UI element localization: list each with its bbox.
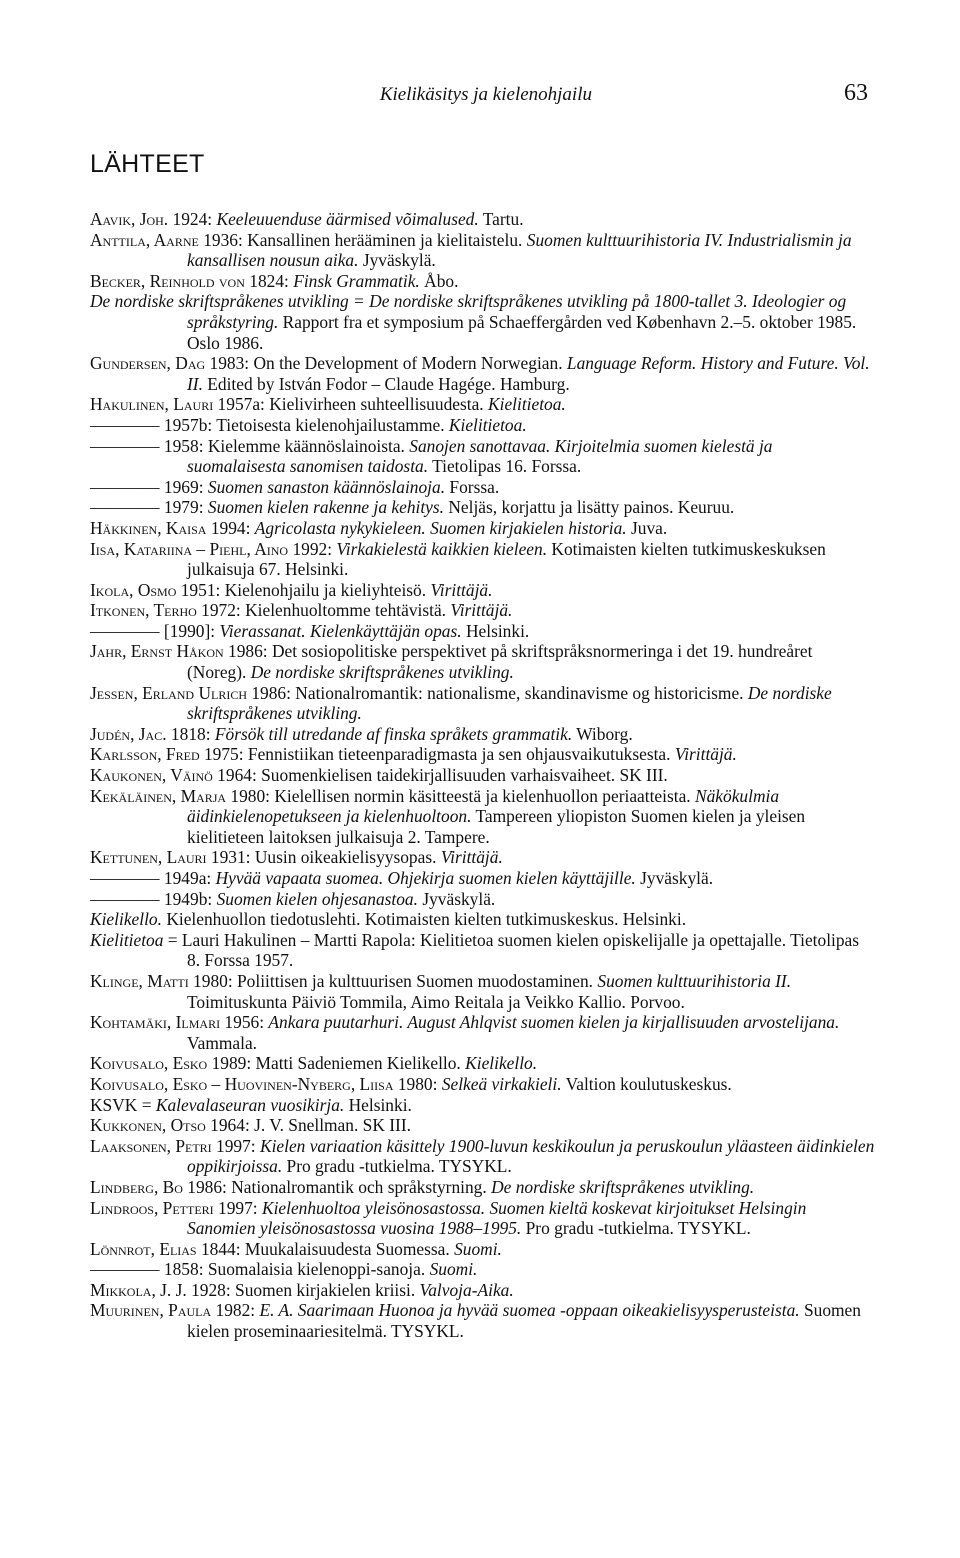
reference-author: ———— [90,414,160,435]
reference-entry [90,415,875,436]
reference-author: Häkkinen, Kaisa [90,517,207,538]
reference-publication: Forssa. [445,476,500,497]
reference-author: ———— [90,1259,160,1280]
reference-text: [1990]: [159,620,220,641]
reference-entry [90,230,875,271]
reference-author: Muurinen, Paula [90,1300,212,1321]
reference-author: Iisa, Katariina – Piehl, Aino [90,538,289,559]
reference-author: Aavik, Joh. [90,209,169,229]
reference-publication: Helsinki. [461,620,530,641]
reference-text: 1924: [168,209,217,229]
page-number: 63 [844,80,868,106]
reference-author: ———— [90,868,160,888]
reference-author: Judén, Jac. [90,723,167,744]
reference-title: Hyvää vapaata suomea. Ohjekirja suomen kielen käyttäjille. [215,868,636,888]
reference-title: Keeleuuenduse äärmised võimalused. [216,209,479,229]
reference-entry [90,580,875,601]
reference-title: Language Reform. History and Future. Vol. II. [187,353,870,394]
reference-entry [90,621,875,642]
running-head-title: Kielikäsitys ja kielenohjailu [379,84,592,105]
reference-title: De nordiske skriftspråkenes utvikling. [187,682,832,724]
reference-author: Klinge, Matti [90,970,189,991]
reference-text: 1949b: [159,888,217,909]
reference-text: 1980: [393,1073,442,1094]
reference-entry [90,1095,875,1116]
reference-text: 1936: Kansallinen herääminen ja kielitaistelu. [198,229,527,250]
reference-text: 1964: Suomenkielisen taidekirjallisuuden varhaisvaiheet. SK III. [212,765,668,786]
reference-publication: Suomen kielen proseminaariesitelmä. TYSYKL. [187,1300,861,1342]
reference-title: Virittäjä. [674,744,737,765]
reference-text: 1818: [166,723,215,744]
reference-publication: = Lauri Hakulinen – Martti Rapola: Kielitietoa suomen kielen opiskelijalle ja opettajalle. Tietolipas 8. Forssa 1957. [163,929,860,971]
reference-entry [90,209,875,230]
section-heading: LÄHTEET [90,150,205,178]
reference-text: 1957b: Tietoisesta kielenohjailustamme. [159,414,449,435]
reference-entry [90,641,875,682]
reference-author: Jessen, Erland Ulrich [90,682,247,703]
reference-entry [90,744,875,765]
reference-text: KSVK = [90,1094,156,1115]
reference-publication: Edited by István Fodor – Claude Hagége. Hamburg. [202,373,570,394]
reference-author: Becker, Reinhold von [90,270,245,291]
reference-author: Kaukonen, Väinö [90,765,213,786]
reference-entry [90,1074,875,1095]
reference-entry [90,683,875,724]
reference-text: 1931: Uusin oikeakielisyysopas. [206,847,441,868]
reference-author: Lindroos, Petteri [90,1197,214,1218]
reference-author: Koivusalo, Esko [90,1053,208,1074]
reference-text: 1969: [159,476,208,497]
reference-entry [90,1198,875,1239]
reference-publication: Pro gradu -tutkielma. TYSYKL. [282,1156,512,1177]
reference-entry [90,847,875,868]
reference-title: De nordiske skriftspråkenes utvikling. [491,1176,755,1197]
reference-author: Hakulinen, Lauri [90,394,214,415]
reference-entry [90,353,875,394]
reference-entry [90,497,875,518]
reference-entry [90,868,875,889]
reference-title: Ankara puutarhuri. August Ahlqvist suomen kielen ja kirjallisuuden arvostelijana. [268,1012,840,1033]
reference-author: Ikola, Osmo [90,579,177,600]
reference-author: Koivusalo, Esko – Huovinen-Nyberg, Liisa [90,1073,394,1094]
reference-title: Suomi. [429,1259,478,1280]
reference-list [90,209,875,1342]
reference-title: Valvoja-Aika. [419,1279,514,1300]
reference-text: 1982: [211,1300,260,1321]
reference-title: Sanojen sanottavaa. Kirjoitelmia suomen kielestä ja suomalaisesta sanomisen taidosta. [187,435,773,477]
reference-entry [90,1280,875,1301]
reference-publication: Valtion koulutuskeskus. [561,1073,732,1094]
reference-entry [90,971,875,1012]
reference-title: Suomen kielen ohjesanastoa. [216,888,418,909]
reference-title: De nordiske skriftspråkenes utvikling = De nordiske skriftspråkenes utvikling på 1800-tallet 3. Ideologier og språkstyring. [90,291,847,332]
reference-text: 1956: [220,1012,269,1033]
reference-text: 1958: Kielemme käännöslainoista. [159,435,410,456]
reference-text: 1949a: [159,868,216,888]
reference-entry [90,889,875,910]
reference-title: Suomen kulttuurihistoria IV. Industrialismin ja kansallisen nousun aika. [187,229,852,271]
reference-author: Kukkonen, Otso [90,1115,206,1136]
reference-text: 1986: Det sosiopolitiske perspektivet på skriftspråksnormeringa i det 19. hundreåret (Noreg). [187,641,813,683]
reference-title: De nordiske skriftspråkenes utvikling. [250,662,514,683]
reference-entry [90,436,875,477]
reference-publication: Åbo. [419,270,459,291]
reference-publication: Jyväskylä. [635,868,714,888]
reference-entry [90,1136,875,1177]
reference-publication: Jyväskylä. [417,888,496,909]
reference-entry [90,291,875,353]
reference-author: Lindberg, Bo [90,1176,183,1197]
reference-entry [90,600,875,621]
reference-title: Kielitietoa [90,929,164,950]
reference-publication: Juva. [626,517,668,538]
reference-author: ———— [90,435,160,456]
reference-text: 1983: On the Development of Modern Norwegian. [205,353,567,374]
reference-entry [90,1115,875,1136]
reference-title: E. A. Saarimaan Huonoa ja hyvää suomea -oppaan oikeakielisyysperusteista. [259,1300,800,1321]
reference-entry [90,518,875,539]
reference-author: ———— [90,476,160,497]
reference-title: Virkakielestä kaikkien kieleen. [336,538,548,559]
reference-text: 1986: Nationalromantik: nationalisme, skandinavisme og historicisme. [247,682,748,703]
reference-title: Virittäjä. [430,579,493,600]
reference-entry [90,909,875,930]
reference-text: 1964: J. V. Snellman. SK III. [205,1115,411,1136]
reference-entry [90,1239,875,1260]
reference-entry [90,1053,875,1074]
reference-publication: Neljäs, korjattu ja lisätty painos. Keuruu. [444,497,735,518]
reference-author: Kohtamäki, Ilmari [90,1012,221,1033]
reference-author: Mikkola, J. J. [90,1279,187,1300]
reference-publication: Tartu. [478,209,524,229]
reference-author: Itkonen, Terho [90,600,197,621]
reference-text: 1824: [244,270,294,291]
reference-title: Försök till utredande af finska språkets grammatik. [214,723,573,744]
reference-author: Anttila, Aarne [90,229,199,250]
reference-title: Suomen kielen rakenne ja kehitys. [207,497,445,518]
reference-entry [90,1300,875,1341]
reference-text: 1980: Poliittisen ja kulttuurisen Suomen muodostaminen. [188,970,598,991]
reference-title: Selkeä virkakieli. [441,1073,562,1094]
reference-title: Suomen sanaston käännöslainoja. [207,476,446,497]
reference-text: 1844: Muukalaisuudesta Suomessa. [196,1238,455,1259]
reference-author: Laaksonen, Petri [90,1135,212,1156]
reference-entry [90,1177,875,1198]
reference-text: 1997: [211,1135,260,1156]
reference-title: Vierassanat. Kielenkäyttäjän opas. [219,620,462,641]
reference-publication: Vammala. [187,1032,258,1053]
reference-title: Suomen kulttuurihistoria II. [597,970,792,991]
reference-text: 1997: [213,1197,262,1218]
reference-publication: Jyväskylä. [358,250,436,271]
reference-author: ———— [90,888,160,909]
reference-author: Kettunen, Lauri [90,847,207,868]
reference-publication: Kotimaisten kielten tutkimuskeskuksen julkaisuja 67. Helsinki. [187,538,826,580]
reference-entry [90,724,875,745]
reference-entry [90,394,875,415]
reference-text: 1972: Kielenhuoltomme tehtävistä. [196,600,451,621]
reference-author: Lönnrot, Elias [90,1238,197,1259]
reference-author: ———— [90,497,160,518]
reference-title: Kielikello. [90,909,162,930]
reference-author: Gundersen, Dag [90,353,206,374]
reference-entry [90,765,875,786]
reference-title: Finsk Grammatik. [293,270,420,291]
reference-title: Agricolasta nykykieleen. Suomen kirjakielen historia. [254,517,627,538]
reference-publication: Pro gradu -tutkielma. TYSYKL. [521,1218,751,1239]
reference-publication: Helsinki. [344,1094,412,1115]
reference-publication: Tampereen yliopiston Suomen kielen ja yleisen kielitieteen laitoksen julkaisuja 2. Tampere. [187,806,806,847]
reference-title: Kielenhuoltoa yleisönosastossa. Suomen kieltä koskevat kirjoitukset Helsingin Sanomien yleisönosastossa vuosina 1988–1995. [187,1197,807,1239]
reference-text: 1980: Kielellisen normin käsitteestä ja kielenhuollon periaatteista. [226,785,695,806]
reference-text: 1992: [288,538,337,559]
reference-text: 1928: Suomen kirjakielen kriisi. [186,1279,420,1300]
reference-author: Kekäläinen, Marja [90,785,227,806]
running-head [0,80,868,114]
reference-text: 1951: Kielenohjailu ja kieliyhteisö. [176,579,431,600]
reference-text: 1989: Matti Sadeniemen Kielikello. [207,1053,466,1074]
reference-title: Suomi. [454,1238,502,1259]
reference-entry [90,271,875,292]
reference-title: Kalevalaseuran vuosikirja. [155,1094,345,1115]
reference-publication: Tietolipas 16. Forssa. [428,456,582,477]
reference-entry [90,930,875,971]
reference-text: 1975: Fennistiikan tieteenparadigmasta ja sen ohjausvaikutuksesta. [199,744,675,765]
reference-text: 1858: Suomalaisia kielenoppi-sanoja. [159,1259,430,1280]
reference-entry [90,786,875,848]
reference-entry [90,1012,875,1053]
reference-title: Kielitietoa. [448,414,527,435]
reference-author: Jahr, Ernst Håkon [90,641,224,662]
reference-publication: Kielenhuollon tiedotuslehti. Kotimaisten kielten tutkimuskeskus. Helsinki. [161,909,687,930]
reference-title: Virittäjä. [450,600,513,621]
reference-author: ———— [90,620,160,641]
reference-title: Näkökulmia äidinkielenopetukseen ja kielenhuoltoon. [187,785,780,827]
reference-publication: Toimituskunta Päiviö Tommila, Aimo Reitala ja Veikko Kallio. Porvoo. [187,991,685,1012]
reference-title: Virittäjä. [440,847,503,868]
reference-entry [90,539,875,580]
reference-publication: Rapport fra et symposium på Schaeffergården ved København 2.–5. oktober 1985. Oslo 1986. [187,311,857,353]
reference-publication: Wiborg. [572,723,633,744]
reference-title: Kielitietoa. [488,394,566,415]
reference-title: Kielen variaation käsittely 1900-luvun keskikoulun ja peruskoulun yläasteen äidinkielen oppikirjoissa. [187,1135,875,1177]
reference-entry [90,477,875,498]
reference-text: 1957a: Kielivirheen suhteellisuudesta. [213,394,489,415]
reference-text: 1979: [159,497,208,518]
reference-text: 1994: [206,517,255,538]
reference-author: Karlsson, Fred [90,744,200,765]
reference-entry [90,1259,875,1280]
reference-text: 1986: Nationalromantik och språkstyrning. [182,1176,492,1197]
reference-title: Kielikello. [465,1053,538,1074]
